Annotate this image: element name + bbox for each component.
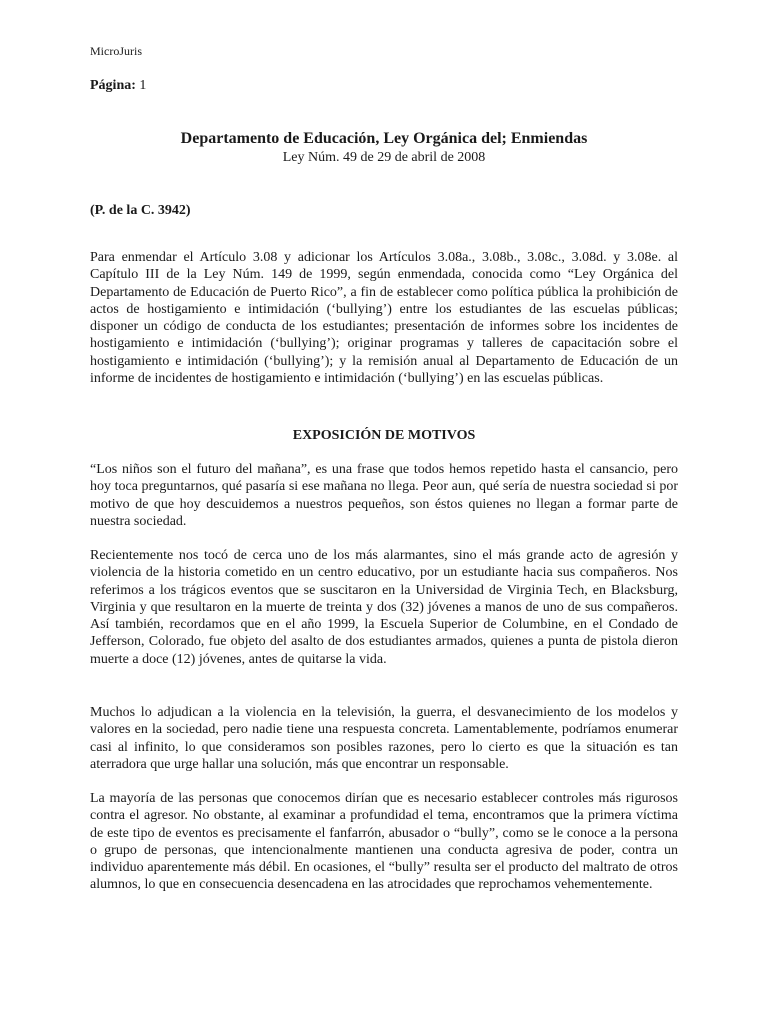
motive-paragraph-1: “Los niños son el futuro del mañana”, es una frase que todos hemos repetido hasta el cansancio, pero hoy toca preguntarnos, qué pasaría si ese mañana no llega. Peor aun, qué sería de nuestra sociedad si por motivo de que hoy descuidemos a nuestros pequeños, son éstos quienes no llegan a formar parte de nuestra sociedad. xyxy=(90,462,678,529)
source-label: MicroJuris xyxy=(90,44,142,58)
document-subtitle: Ley Núm. 49 de 29 de abril de 2008 xyxy=(282,150,486,165)
motive-paragraph-2: Recientemente nos tocó de cerca uno de los más alarmantes, sino el más grande acto de agresión y violencia de la historia cometido en un centro educativo, por un estudiante hacia sus compañeros. Nos referimos a los trágicos eventos que se suscitaron en la Universidad de Virginia Tech, en Blacksburg, Virginia y que resultaron en la muerte de treinta y dos (32) jóvenes a manos de uno de sus compañeros. Así también, recordamos que en el año 1999, la Escuela Superior de Columbine, en el Condado de Jefferson, Colorado, fue objeto del asalto de dos estudiantes armados, quienes a punta de pistola dieron muerte a doce (12) jóvenes, antes de quitarse la vida. xyxy=(90,548,678,667)
page-number: 1 xyxy=(139,78,147,93)
motive-paragraph-4: La mayoría de las personas que conocemos dirían que es necesario establecer controles más rigurosos contra el agresor. No obstante, al examinar a profundidad el tema, encontramos que la primera víctima de este tipo de eventos es precisamente el fanfarrón, abusador o “bully”, como se le conoce a la persona o grupo de personas, que intencionalmente mantienen una conducta agresiva de poder, contra un individuo aparentemente más débil. En ocasiones, el “bully” resulta ser el producto del maltrato de otros alumnos, lo que en consecuencia desencadena en las atrocidades que reprochamos vehementemente. xyxy=(90,791,678,893)
bill-reference: (P. de la C. 3942) xyxy=(90,203,191,218)
document-title: Departamento de Educación, Ley Orgánica del; Enmiendas xyxy=(180,130,588,147)
motive-paragraph-3: Muchos lo adjudican a la violencia en la televisión, la guerra, el desvanecimiento de los modelos y valores en la sociedad, pero nadie tiene una respuesta concreta. Lamentablemente, podríamos enumerar casi al infinito, lo que consideramos son posibles razones, pero lo cierto es que la situación es tan aterradora que urge hallar una solución, más que encontrar un responsable. xyxy=(90,705,678,772)
summary-paragraph: Para enmendar el Artículo 3.08 y adicionar los Artículos 3.08a., 3.08b., 3.08c., 3.08d. y 3.08e. al Capítulo III de la Ley Núm. 149 de 1999, según enmendada, conocida como “Ley Orgánica del Departamento de Educación de Puerto Rico”, a fin de establecer como política pública la prohibición de actos de hostigamiento e intimidación (‘bullying’) entre los estudiantes de las escuelas públicas; disponer un código de conducta de los estudiantes; presentación de informes sobre los incidentes de hostigamiento e intimidación (‘bullying’); originar programas y talleres de capacitación sobre el hostigamiento e intimidación (‘bullying’); y la remisión anual al Departamento de Educación de un informe de incidentes de hostigamiento e intimidación (‘bullying’) en las escuelas públicas. xyxy=(90,250,678,387)
page-indicator xyxy=(90,78,146,94)
section-heading: EXPOSICIÓN DE MOTIVOS xyxy=(292,428,476,443)
page-label: Página: xyxy=(90,78,136,93)
